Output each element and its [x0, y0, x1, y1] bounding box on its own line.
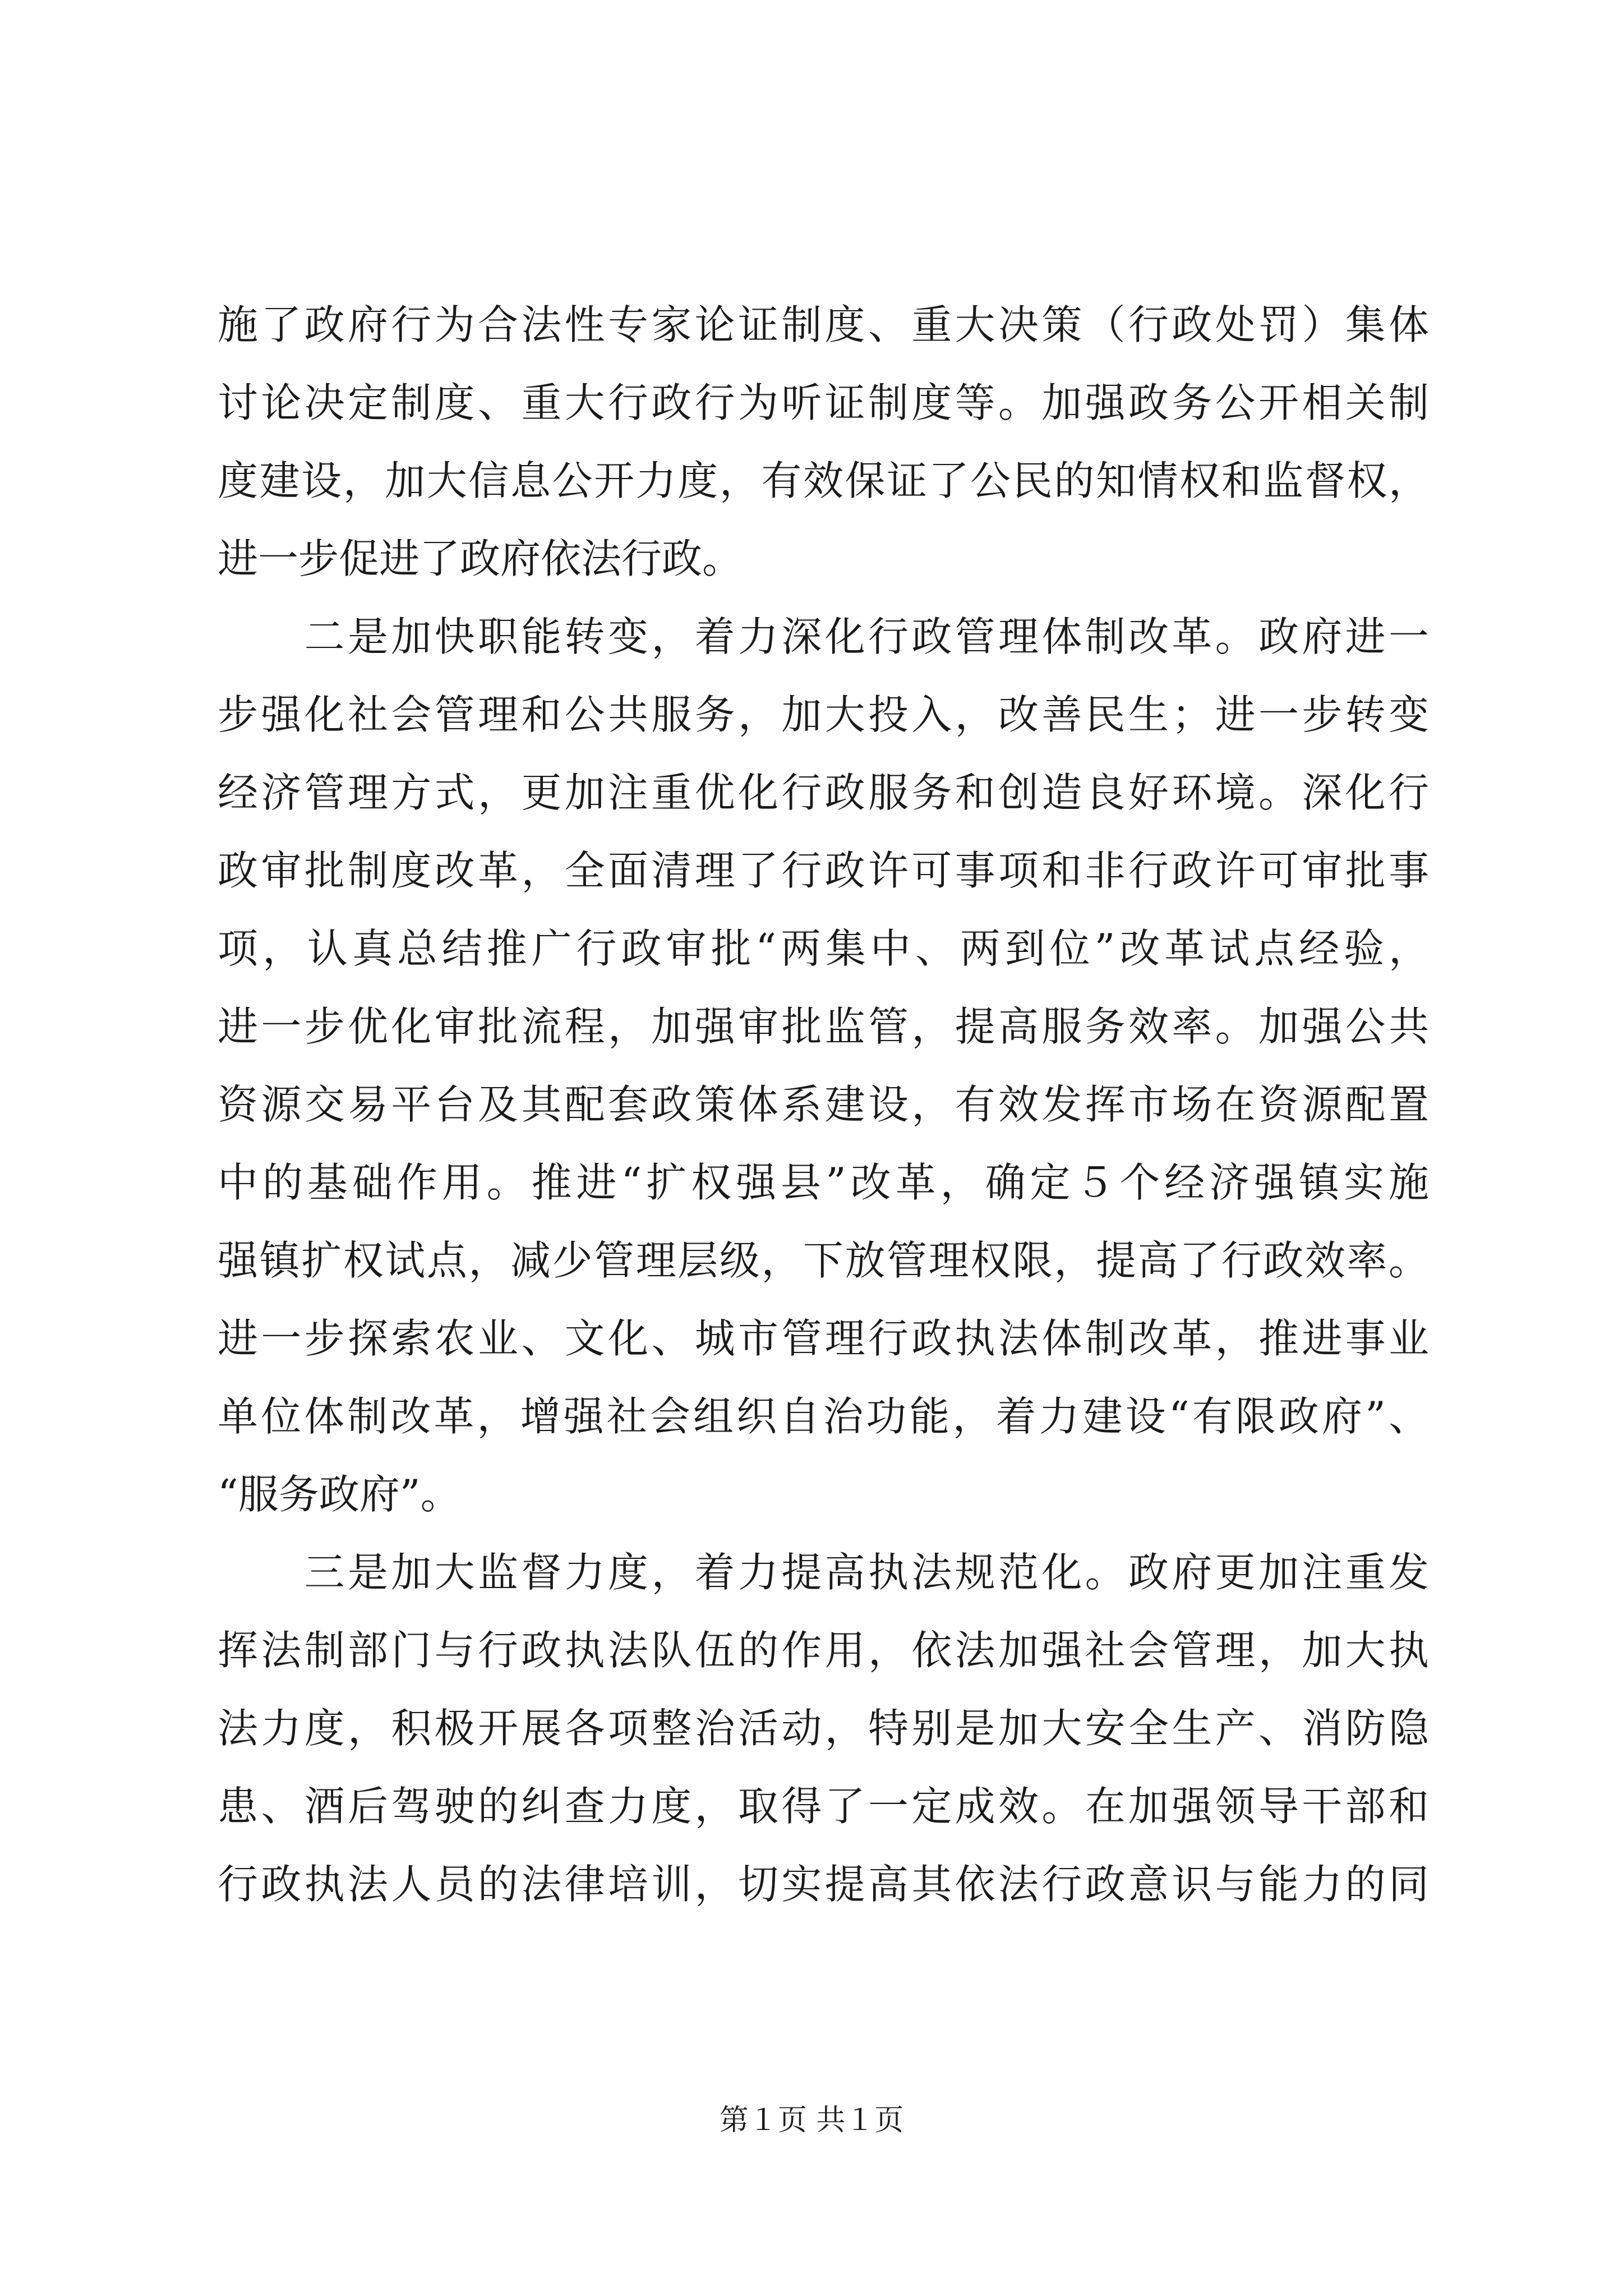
text-line: 资源交易平台及其配套政策体系建设，有效发挥市场在资源配置: [218, 1081, 1429, 1128]
text-line: 行政执法人员的法律培训，切实提高其依法行政意识与能力的同: [218, 1861, 1429, 1908]
text-line: 项，认真总结推广行政审批“两集中、两到位”改革试点经验，: [218, 925, 1429, 972]
text-line: 进一步优化审批流程，加强审批监管，提高服务效率。加强公共: [218, 1003, 1429, 1050]
page-number-label: 第１页 共１页: [719, 2104, 904, 2137]
text-line: 政审批制度改革，全面清理了行政许可事项和非行政许可审批事: [218, 847, 1429, 894]
text-line: 法力度，积极开展各项整治活动，特别是加大安全生产、消防隐: [218, 1705, 1429, 1752]
text-line: 二是加快职能转变，着力深化行政管理体制改革。政府进一: [218, 613, 1429, 660]
text-line: 步强化社会管理和公共服务，加大投入，改善民生；进一步转变: [218, 691, 1429, 738]
text-line: 中的基础作用。推进“扩权强县”改革，确定５个经济强镇实施: [218, 1159, 1429, 1206]
text-line: 经济管理方式，更加注重优化行政服务和创造良好环境。深化行: [218, 769, 1429, 816]
text-line: 讨论决定制度、重大行政行为听证制度等。加强政务公开相关制: [218, 379, 1429, 426]
page-footer: [0, 2101, 1623, 2140]
text-line: 进一步探索农业、文化、城市管理行政执法体制改革，推进事业: [218, 1315, 1429, 1362]
text-line: 度建设，加大信息公开力度，有效保证了公民的知情权和监督权，: [218, 457, 1429, 504]
text-line: 单位体制改革，增强社会组织自治功能，着力建设“有限政府”、: [218, 1393, 1429, 1440]
body-text: [218, 286, 1429, 1924]
text-line: 三是加大监督力度，着力提高执法规范化。政府更加注重发: [218, 1549, 1429, 1596]
text-line: 进一步促进了政府依法行政。: [218, 535, 743, 582]
text-line: 强镇扩权试点，减少管理层级，下放管理权限，提高了行政效率。: [218, 1237, 1429, 1284]
text-line: “服务政府”。: [218, 1471, 461, 1518]
text-line: 挥法制部门与行政执法队伍的作用，依法加强社会管理，加大执: [218, 1627, 1429, 1674]
text-line: 患、酒后驾驶的纠查力度，取得了一定成效。在加强领导干部和: [218, 1783, 1429, 1830]
text-line: 施了政府行为合法性专家论证制度、重大决策（行政处罚）集体: [218, 301, 1429, 348]
